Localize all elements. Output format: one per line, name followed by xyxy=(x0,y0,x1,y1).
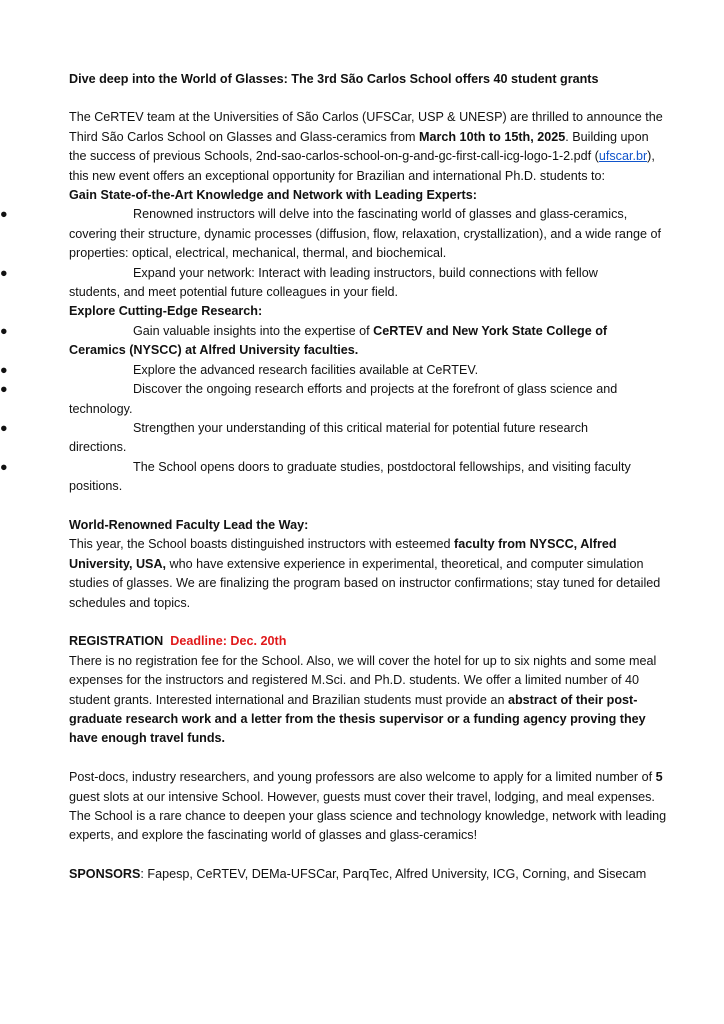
list-item xyxy=(0,361,669,380)
registration-heading-line xyxy=(69,632,669,651)
list-item xyxy=(0,458,669,497)
list-item-text-cont: students, and meet potential future colleagues in your field. xyxy=(69,285,399,300)
list-item-text xyxy=(133,324,607,338)
spacer xyxy=(69,497,669,516)
list-item-text-cont: technology. xyxy=(69,401,133,416)
intro-text-1: The CeRTEV team at the Universities of São Carlos (UFSCar, USP & UNESP) are thrilled to announce the Third São Carlos School on Glasses and Glass-ceramics from xyxy=(69,110,663,144)
postdocs-paragraph xyxy=(69,768,669,807)
list-item xyxy=(0,264,669,303)
list-item-text: Explore the advanced research facilities available at CeRTEV. xyxy=(133,362,479,377)
faculty-heading: World-Renowned Faculty Lead the Way: xyxy=(69,517,309,532)
ufscar-link[interactable]: ufscar.br xyxy=(598,149,648,164)
faculty-text-2: who have extensive experience in experimental, theoretical, and computer simulation studies of glasses. We are finalizing the program based on instructor confirmations; stay tuned for detailed schedules and topics. xyxy=(69,556,661,610)
list-item-text: Strengthen your understanding of this critical material for potential future research xyxy=(133,420,589,435)
bullet-icon: ● xyxy=(0,362,8,377)
bullet-icon: ● xyxy=(0,459,8,474)
event-dates: March 10th to 15th, 2025 xyxy=(418,129,566,144)
section2-heading: Explore Cutting-Edge Research: xyxy=(69,304,263,319)
spacer xyxy=(69,846,669,865)
page-title: Dive deep into the World of Glasses: The 3rd São Carlos School offers 40 student grants xyxy=(69,72,599,86)
list-item-text: The School opens doors to graduate studies, postdoctoral fellowships, and visiting faculty xyxy=(133,459,631,474)
list-item-text-cont: covering their structure, dynamic processes (diffusion, flow, relaxation, crystallization), and a wide range of properties: optical, electrical, mechanical, thermal, and biochemical. xyxy=(69,226,661,261)
faculty-bold: faculty from NYSCC, Alfred University, USA, xyxy=(69,537,617,571)
list-item xyxy=(0,419,669,458)
sponsors-list: : Fapesp, CeRTEV, DEMa-UFSCar, ParqTec, Alfred University, ICG, Corning, and Sisecam xyxy=(140,867,647,882)
registration-heading: REGISTRATION xyxy=(69,634,164,649)
sponsors-label: SPONSORS xyxy=(69,867,141,882)
registration-text: There is no registration fee for the School. Also, we will cover the hotel for up to six nights and some meal expenses for the instructors and registered M.Sci. and Ph.D. students. We offer a limited number of 40 student grants. Interested international and Brazilian students must provide an xyxy=(69,653,657,707)
bullet-icon: ● xyxy=(0,420,8,435)
list-item xyxy=(0,322,669,361)
bullet-icon: ● xyxy=(0,323,8,338)
list-item-text: Renowned instructors will delve into the fascinating world of glasses and glass-ceramics, xyxy=(133,207,628,222)
faculty-paragraph xyxy=(69,535,669,613)
list-item-text: Discover the ongoing research efforts and projects at the forefront of glass science and xyxy=(133,382,618,397)
spacer xyxy=(69,613,669,632)
list-item-plain: Gain valuable insights into the expertise of xyxy=(133,323,374,338)
bullet-icon: ● xyxy=(0,265,8,280)
intro-paragraph xyxy=(69,108,669,186)
bullet-icon: ● xyxy=(0,382,8,397)
postdocs-text-1: Post-docs, industry researchers, and young professors are also welcome to apply for a limited number of xyxy=(69,770,656,785)
intro-text-2: . Building upon the success of previous Schools, 2nd-sao-carlos-school-on-g-and-gc-first-call-icg-logo-1-2.pdf ( xyxy=(69,129,649,164)
registration-bold: abstract of their post-graduate research work and a letter from the thesis supervisor or a funding agency proving they have enough travel funds. xyxy=(69,692,646,746)
list-item xyxy=(0,205,669,263)
section1-heading: Gain State-of-the-Art Knowledge and Network with Leading Experts: xyxy=(69,188,477,203)
closing-paragraph: The School is a rare chance to deepen your glass science and technology knowledge, network with leading experts, and explore the fascinating world of glasses and glass-ceramics! xyxy=(69,808,667,843)
document-page xyxy=(0,70,669,885)
list-item-bold: CeRTEV and New York State College of xyxy=(373,323,608,338)
registration-paragraph xyxy=(69,652,669,749)
bullet-icon: ● xyxy=(0,207,8,222)
guest-slots-count: 5 xyxy=(655,770,663,785)
deadline-label: Deadline: Dec. 20th xyxy=(170,634,287,649)
list-item-text: Expand your network: Interact with leading instructors, build connections with fellow xyxy=(133,265,598,280)
sponsors-line xyxy=(69,865,669,884)
spacer xyxy=(69,749,669,768)
list-item-text-cont: positions. xyxy=(69,479,123,494)
list-item-text-cont: directions. xyxy=(69,440,127,455)
list-item xyxy=(0,380,669,419)
intro-text-3: ), this new event offers an exceptional opportunity for Brazilian and international Ph.D. students to: xyxy=(69,149,655,183)
faculty-text-1: This year, the School boasts distinguished instructors with esteemed xyxy=(69,537,455,552)
list-item-bold-cont: Ceramics (NYSCC) at Alfred University faculties. xyxy=(69,343,359,358)
postdocs-text-2: guest slots at our intensive School. However, guests must cover their travel, lodging, and meal expenses. xyxy=(69,789,655,804)
